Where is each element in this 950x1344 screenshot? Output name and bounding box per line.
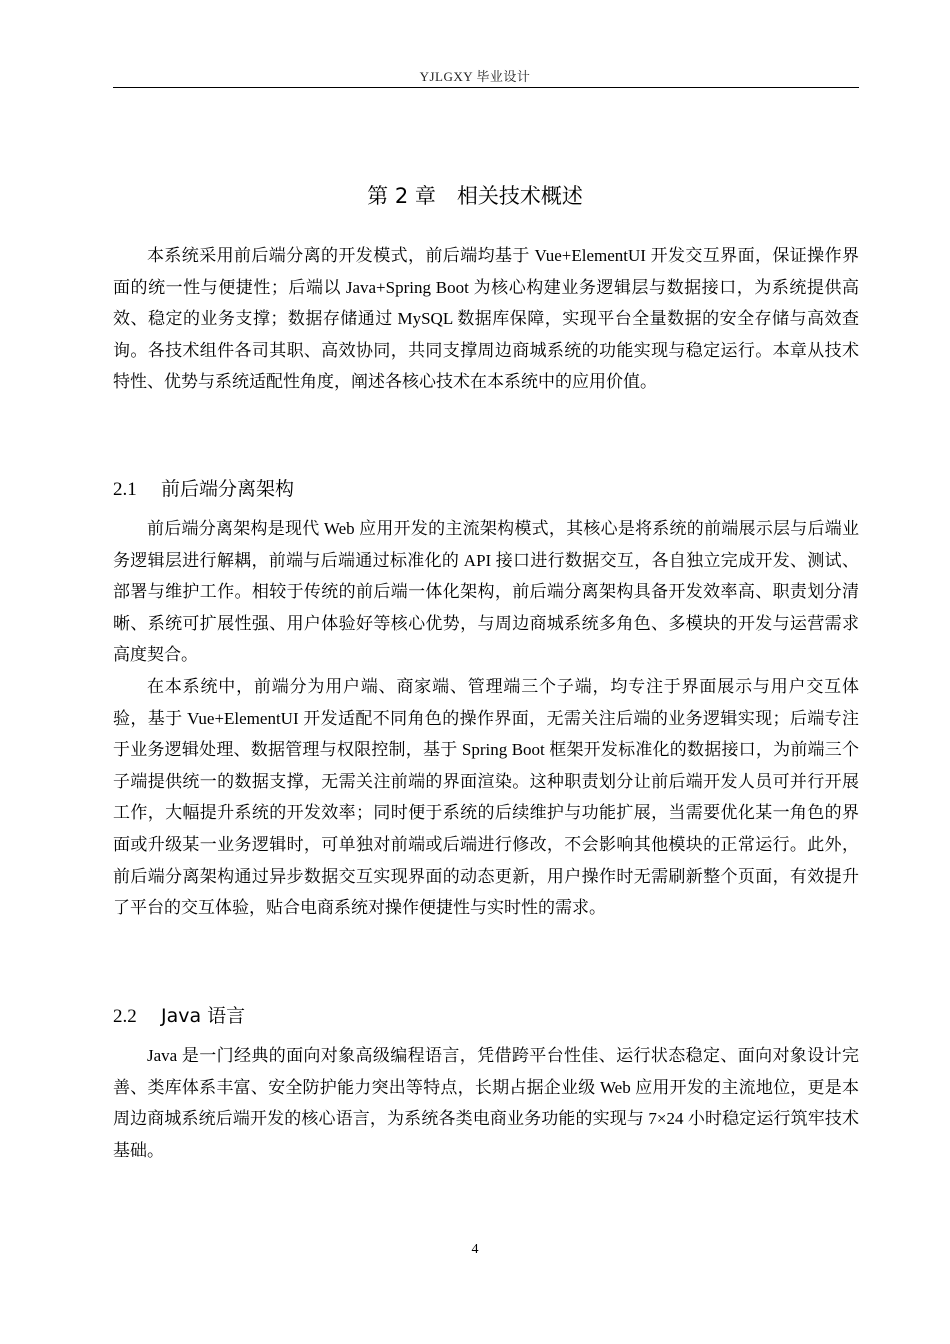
section-heading-2-1 <box>113 474 294 501</box>
section-2-1-body <box>113 513 859 924</box>
section-title: Java 语言 <box>161 1005 246 1027</box>
intro-paragraph: 本系统采用前后端分离的开发模式，前后端均基于 Vue+ElementUI 开发交互界面，保证操作界面的统一性与便捷性；后端以 Java+Spring Boot 为核心构建业务逻辑层与数据接口，为系统提供高效、稳定的业务支撑；数据存储通过 MySQL 数据库保障，实现平台全量数据的安全存储与高效查询。各技术组件各司其职、高效协同，共同支撑周边商城系统的功能实现与稳定运行。本章从技术特性、优势与系统适配性角度，阐述各核心技术在本系统中的应用价值。 <box>113 246 859 392</box>
section-number: 2.1 <box>113 479 137 500</box>
section-number: 2.2 <box>113 1006 137 1027</box>
section-title: 前后端分离架构 <box>161 478 295 500</box>
body-paragraph: Java 是一门经典的面向对象高级编程语言，凭借跨平台性佳、运行状态稳定、面向对象设计完善、类库体系丰富、安全防护能力突出等特点，长期占据企业级 Web 应用开发的主流地位，更是本周边商城系统后端开发的核心语言，为系统各类电商业务功能的实现与 7×24 小时稳定运行筑牢技术基础。 <box>113 1046 859 1160</box>
page-number: 4 <box>471 1242 479 1257</box>
body-paragraph: 前后端分离架构是现代 Web 应用开发的主流架构模式，其核心是将系统的前端展示层与后端业务逻辑层进行解耦，前端与后端通过标准化的 API 接口进行数据交互，各自独立完成开发、测试、部署与维护工作。相较于传统的前后端一体化架构，前后端分离架构具备开发效率高、职责划分清晰、系统可扩展性强、用户体验好等核心优势，与周边商城系统多角色、多模块的开发与运营需求高度契合。 <box>113 519 859 665</box>
page-header: YJLGXY 毕业设计 <box>419 69 531 84</box>
chapter-title: 第 2 章 相关技术概述 <box>367 184 583 208</box>
section-heading-2-2 <box>113 1001 245 1028</box>
intro-block <box>113 240 859 398</box>
body-paragraph: 在本系统中，前端分为用户端、商家端、管理端三个子端，均专注于界面展示与用户交互体验，基于 Vue+ElementUI 开发适配不同角色的操作界面，无需关注后端的业务逻辑实现；后端专注于业务逻辑处理、数据管理与权限控制，基于 Spring Boot 框架开发标准化的数据接口，为前端三个子端提供统一的数据支撑，无需关注前端的界面渲染。这种职责划分让前后端开发人员可并行开展工作，大幅提升系统的开发效率；同时便于系统的后续维护与功能扩展，当需要优化某一角色的界面或升级某一业务逻辑时，可单独对前端或后端进行修改，不会影响其他模块的正常运行。此外，前后端分离架构通过异步数据交互实现界面的动态更新，用户操作时无需刷新整个页面，有效提升了平台的交互体验，贴合电商系统对操作便捷性与实时性的需求。 <box>113 676 859 918</box>
section-2-2-body <box>113 1040 859 1166</box>
header-rule <box>113 87 859 88</box>
